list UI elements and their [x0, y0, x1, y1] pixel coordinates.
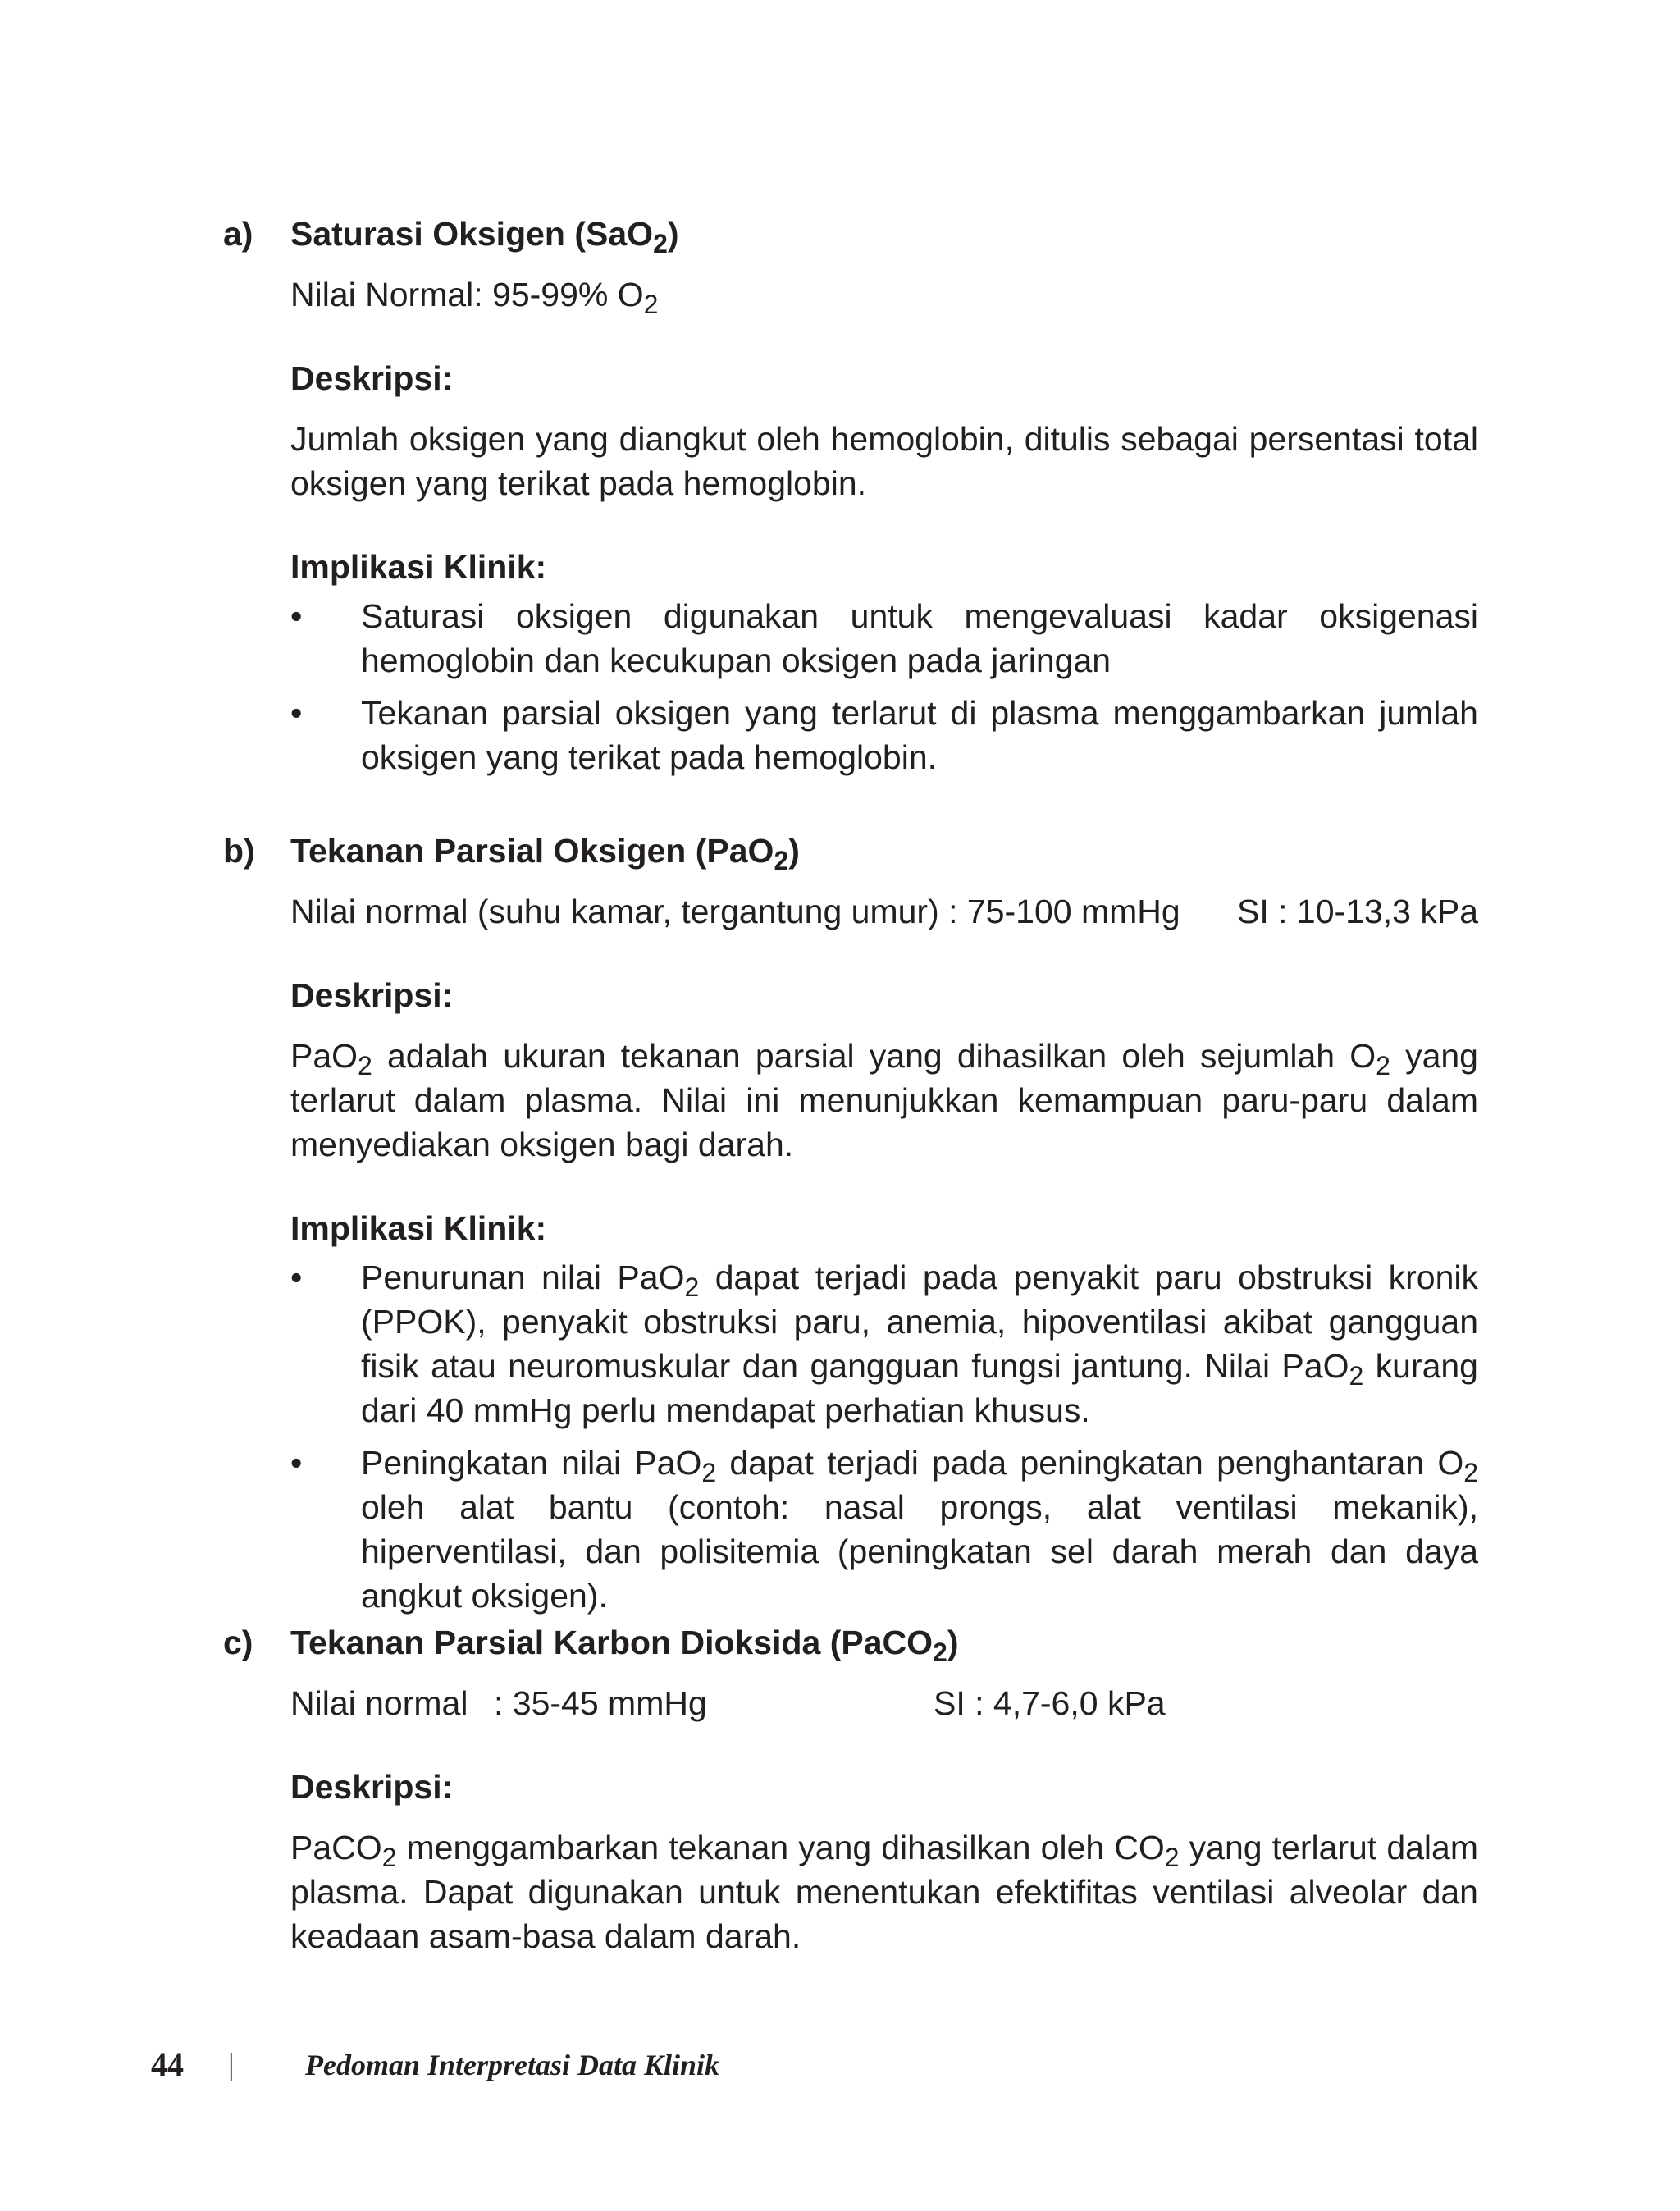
normal-value: Nilai normal (suhu kamar, tergantung umur) : 75-100 mmHg SI : 10-13,3 kPa: [290, 893, 1478, 930]
footer-separator: |: [228, 2048, 235, 2082]
normal-value: Nilai Normal: 95-99% $O_2$: [290, 276, 659, 319]
description-label: Deskripsi:: [290, 359, 454, 397]
description-label: Deskripsi:: [290, 1768, 454, 1806]
section-marker: a): [223, 215, 253, 253]
clinical-implication-label: Implikasi Klinik:: [290, 1209, 547, 1247]
section-marker: c): [223, 1624, 253, 1661]
section-heading: Saturasi Oksigen (SaO$_2$): [290, 215, 679, 258]
bullet-icon: •: [290, 694, 303, 732]
bullet-icon: •: [290, 597, 303, 635]
description-text: PaO$_2$ adalah ukuran tekanan parsial yang dihasilkan oleh sejumlah $O_2$ yang terlarut dalam plasma. Nilai ini menunjukkan kemampuan paru-paru dalam menyediakan oksigen bagi darah.: [290, 1037, 1478, 1163]
section-content: [290, 1620, 1478, 1958]
bullet-list: [290, 594, 1478, 779]
normal-value: Nilai normal : 35-45 mmHg SI : 4,7-6,0 kPa: [290, 1684, 1166, 1722]
description-text: Jumlah oksigen yang diangkut oleh hemoglobin, ditulis sebagai persentasi total oksigen yang terikat pada hemoglobin.: [290, 420, 1478, 502]
section-heading: Tekanan Parsial Karbon Dioksida (PaCO$_2$): [290, 1624, 959, 1667]
book-title: Pedoman Interpretasi Data Klinik: [305, 2049, 720, 2081]
list-item: • Tekanan parsial oksigen yang terlarut di plasma menggambarkan jumlah oksigen yang terikat pada hemoglobin.: [290, 691, 1478, 779]
list-item: • Saturasi oksigen digunakan untuk mengevaluasi kadar oksigenasi hemoglobin dan kecukupan oksigen pada jaringan: [290, 594, 1478, 683]
description-label: Deskripsi:: [290, 976, 454, 1014]
bullet-icon: •: [290, 1259, 303, 1296]
clinical-implication-label: Implikasi Klinik:: [290, 548, 547, 586]
section-marker: b): [223, 832, 255, 870]
description-text: PaCO$_2$ menggambarkan tekanan yang dihasilkan oleh $CO_2$ yang terlarut dalam plasma. Dapat digunakan untuk menentukan efektifitas ventilasi alveolar dan keadaan asam-basa dalam darah.: [290, 1829, 1478, 1955]
page-number: 44: [151, 2046, 184, 2083]
section-heading: Tekanan Parsial Oksigen (PaO$_2$): [290, 832, 800, 875]
section-content: [290, 829, 1478, 1618]
bullet-list: [290, 1255, 1478, 1618]
list-item: • Penurunan nilai PaO$_2$ dapat terjadi pada penyakit paru obstruksi kronik (PPOK), penyakit obstruksi paru, anemia, hipoventilasi akibat gangguan fisik atau neuromuskular dan gangguan fungsi jantung. Nilai PaO$_2$ kurang dari 40 mmHg perlu mendapat perhatian khusus.: [290, 1255, 1478, 1432]
list-item: • Peningkatan nilai PaO$_2$ dapat terjadi pada peningkatan penghantaran $O_2$ oleh alat bantu (contoh: nasal prongs, alat ventilasi mekanik), hiperventilasi, dan polisitemia (peningkatan sel darah merah dan daya angkut oksigen).: [290, 1441, 1478, 1618]
section-content: [290, 212, 1478, 779]
bullet-icon: •: [290, 1444, 303, 1482]
